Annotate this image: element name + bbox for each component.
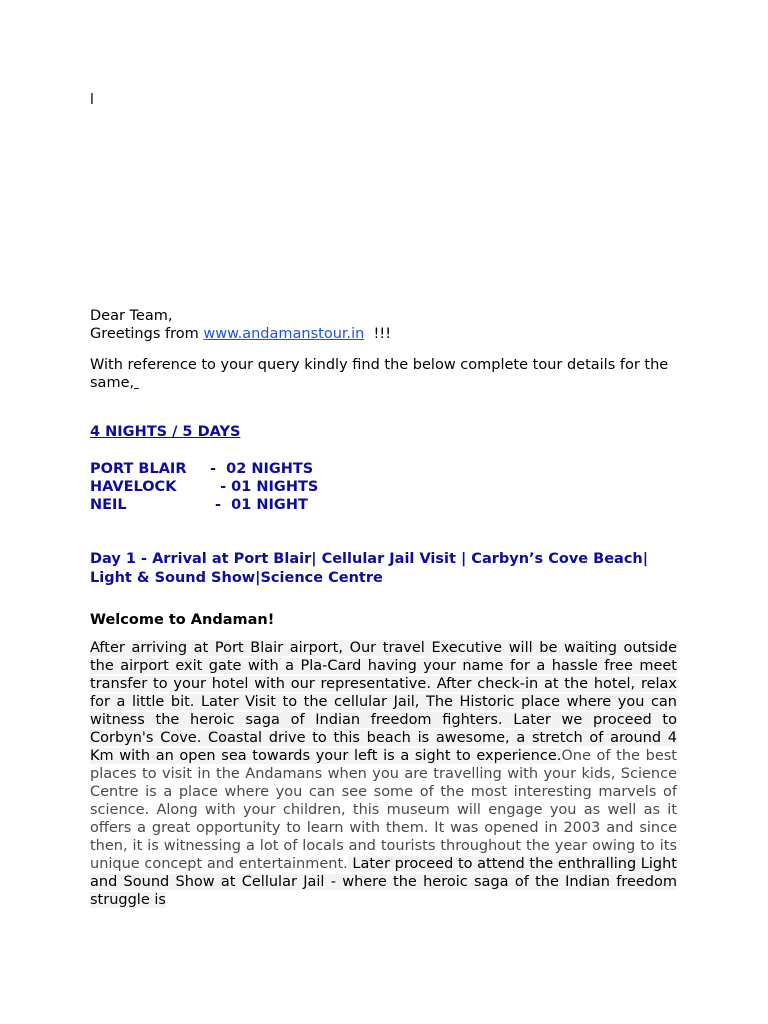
day1-description: [90, 639, 677, 909]
greeting-line: [90, 325, 391, 343]
package-duration: 4 NIGHTS / 5 DAYS: [90, 424, 241, 440]
salutation: Dear Team,: [90, 308, 173, 324]
stay-nights: - 01 NIGHTS: [210, 479, 319, 495]
greeting-prefix: Greetings from: [90, 326, 204, 342]
welcome-heading: Welcome to Andaman!: [90, 612, 275, 628]
description-part-1: After arriving at Port Blair airport, Our travel Executive will be waiting outside the airport exit gate with a Pla-Card having your name for a hassle free meet transfer to your hotel with our representative. After check-in at the hotel, relax for a little bit. Later Visit to the cellular Jail, The Historic place where you can witness the heroic saga of Indian freedom fighters. Later we proceed to Corbyn's Cove. Coastal drive to this beach is awesome, a stretch of around 4 Km with an open sea towards your left is a sight to experience.: [90, 640, 677, 764]
stay-row: [90, 460, 318, 478]
stay-row: [90, 496, 318, 514]
stay-place: PORT BLAIR: [90, 461, 187, 477]
stay-row: [90, 478, 318, 496]
stray-character: l: [90, 92, 94, 108]
stay-nights: - 02 NIGHTS: [210, 461, 314, 477]
greeting-suffix: !!!: [364, 326, 392, 342]
reference-sentence: With reference to your query kindly find the below complete tour details for the same,: [90, 357, 669, 391]
website-link[interactable]: www.andamanstour.in: [203, 326, 365, 342]
stays-list: [90, 460, 318, 514]
reference-mark: [134, 375, 139, 391]
day1-heading: Day 1 - Arrival at Port Blair| Cellular Jail Visit | Carbyn’s Cove Beach| Light & Sound Show|Science Centre: [90, 551, 649, 586]
reference-text: [90, 356, 680, 392]
description-part-3: Later proceed to attend the enthralling Light and Sound Show at Cellular Jail - where the heroic saga of the Indian freedom struggle is: [90, 856, 677, 908]
stay-place: HAVELOCK: [90, 479, 177, 495]
stay-nights: - 01 NIGHT: [210, 497, 308, 513]
stay-place: NEIL: [90, 497, 127, 513]
description-part-2: One of the best places to visit in the Andamans when you are travelling with your kids, Science Centre is a place where you can see some of the most interesting marvels of science. Along with your children, this museum will engage you as well as it offers a great opportunity to learn with them. It was opened in 2003 and since then, it is witnessing a lot of locals and tourists throughout the year owing to its unique concept and entertainment.: [90, 748, 677, 872]
